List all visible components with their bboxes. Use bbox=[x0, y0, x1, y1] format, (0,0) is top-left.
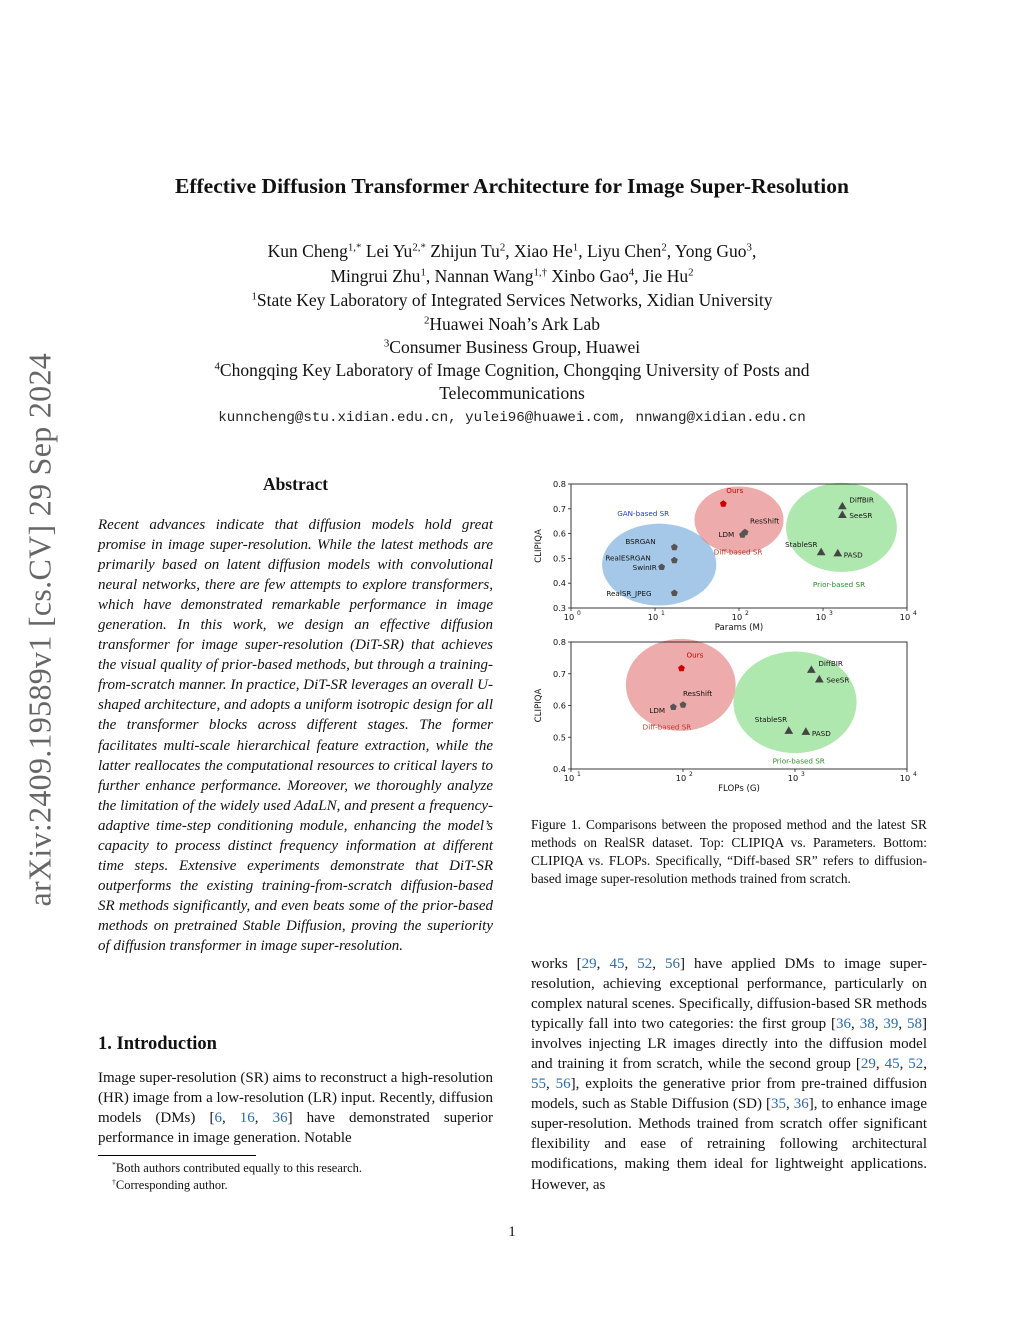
author: Yong Guo bbox=[674, 241, 747, 261]
body-paragraph bbox=[531, 954, 927, 1195]
group-label: Prior-based SR bbox=[772, 756, 825, 766]
author-line-2: Mingrui Zhu$^1$, Nannan Wang$^{1,\dagger}$ Xinbo Gao$^4$, Jie Hu$^2$ bbox=[330, 266, 694, 286]
data-point-label: LDM bbox=[718, 529, 735, 539]
intro-text: ] have demonstrated superior performance in image generation. Notable bbox=[98, 1110, 494, 1147]
citation-separator: , bbox=[652, 956, 665, 972]
footnote bbox=[112, 1177, 507, 1194]
citation-separator: , bbox=[899, 1056, 909, 1073]
data-point-label: PASD bbox=[811, 728, 831, 738]
x-tick-exponent: 1 bbox=[577, 771, 581, 778]
arxiv-side-label: arXiv:2409.19589v1 [cs.CV] 29 Sep 2024 bbox=[21, 352, 58, 907]
x-tick-label: 10 bbox=[563, 612, 575, 622]
citation-link[interactable]: 29 bbox=[581, 956, 597, 972]
author-sup: 2 bbox=[661, 241, 667, 254]
x-tick-exponent: 1 bbox=[661, 610, 665, 617]
author-sup: 1,* bbox=[347, 241, 362, 254]
citation-separator: , bbox=[596, 956, 610, 972]
x-tick-label: 10 bbox=[815, 612, 827, 622]
citation-link[interactable]: 36 bbox=[272, 1110, 288, 1127]
y-tick-label: 0.7 bbox=[552, 503, 566, 514]
affiliation bbox=[0, 359, 1024, 382]
affiliation-text: Chongqing Key Laboratory of Image Cognition, Chongqing University of Posts and bbox=[219, 360, 810, 380]
y-tick-label: 0.5 bbox=[552, 553, 566, 564]
affiliation-sup: 2 bbox=[423, 314, 430, 327]
citation-link[interactable]: 56 bbox=[664, 956, 680, 972]
citation-separator: , bbox=[874, 1016, 884, 1033]
author-sup: 2 bbox=[499, 241, 506, 254]
intro-text: Image super-resolution (SR) aims to reconstruct a high-resolution (HR) image from a low-resolution (LR) input. Recently, diffusion models (DMs) [ bbox=[98, 1070, 493, 1127]
author: Liyu Chen bbox=[586, 241, 662, 261]
data-point-label: LDM bbox=[649, 706, 666, 716]
body-text: ], exploits the generative prior from pre-trained diffusion models, such as Stable Diffusion (SD) [ bbox=[531, 1076, 928, 1113]
x-tick-label: 10 bbox=[899, 773, 911, 783]
data-point-label: BSRGAN bbox=[625, 537, 656, 547]
affiliation-text: Consumer Business Group, Huawei bbox=[389, 337, 641, 357]
author: Kun Cheng bbox=[267, 241, 348, 261]
x-tick-label: 10 bbox=[647, 612, 659, 622]
y-tick-label: 0.4 bbox=[552, 578, 566, 589]
group-label: Diff-based SR bbox=[713, 547, 763, 557]
data-point-label: DiffBIR bbox=[818, 658, 843, 668]
citation-separator: , bbox=[786, 1096, 794, 1113]
x-tick-exponent: 3 bbox=[801, 771, 805, 778]
citation-link[interactable]: 29 bbox=[860, 1056, 876, 1073]
body-text: ] involves injecting LR images directly into the diffusion model and training it from scratch, while the second group [ bbox=[531, 1016, 928, 1073]
citation-link[interactable]: 55 bbox=[531, 1076, 546, 1093]
citation-link[interactable]: 52 bbox=[908, 1056, 924, 1073]
y-tick-label: 0.3 bbox=[552, 603, 566, 613]
footnote-mark: * bbox=[112, 1160, 116, 1170]
citation-separator: , bbox=[875, 1056, 885, 1073]
paper-title: Effective Diffusion Transformer Architecture for Image Super-Resolution bbox=[175, 174, 849, 198]
data-point-label: Ours bbox=[686, 650, 704, 660]
citation-separator: , bbox=[851, 1016, 860, 1033]
author: Jie Hu bbox=[642, 266, 689, 286]
abstract-body: Recent advances indicate that diffusion models hold great promise in image super-resolution. While the latest methods are primarily based on latent diffusion models with convolutional neural networks, there are few attempts to explore transformers, which have demonstrated remarkable performance in image generation. In this work, we design an effective diffusion transformer for image super-resolution (DiT-SR) that achieves the visual quality of prior-based methods, but through a training-from-scratch manner. In practice, DiT-SR leverages an overall U-shaped architecture, and adopts a uniform isotropic design for all the transformer blocks across different stages. The former facilitates multi-scale hierarchical feature extraction, while the latter reallocates the computational resources to critical layers to further enhance performance. Moreover, we thoroughly analyze the limitation of the widely used AdaLN, and present a frequency-adaptive time-step conditioning module, enhancing the model’s capacity to process distinct frequency information at different time steps. Extensive experiments demonstrate that DiT-SR outperforms the existing training-from-scratch diffusion-based SR methods significantly, and even beats some of the prior-based methods on pretrained Stable Diffusion, proving the superiority of diffusion transformer in image super-resolution. bbox=[98, 517, 493, 954]
affiliation-text: State Key Laboratory of Integrated Services Networks, Xidian University bbox=[256, 290, 773, 310]
author: Zhijun Tu bbox=[430, 241, 500, 261]
citation-separator: , bbox=[898, 1016, 908, 1033]
citation-link[interactable]: 35 bbox=[771, 1096, 787, 1113]
citation-link[interactable]: 45 bbox=[609, 956, 625, 972]
citation-link[interactable]: 36 bbox=[793, 1096, 809, 1113]
body-text: ] have applied DMs to image super-resolution, achieving exceptional performance, particularly on complex natural scenes. Specifically, diffusion-based SR methods typically fall into two categories: the first group [ bbox=[531, 956, 927, 1033]
section-heading-introduction: 1. Introduction bbox=[98, 1034, 217, 1054]
x-tick-label: 10 bbox=[787, 773, 799, 783]
footnote-text: Corresponding author. bbox=[115, 1178, 228, 1192]
affiliation-sup: 3 bbox=[383, 337, 390, 350]
citation-separator: , bbox=[221, 1110, 240, 1127]
y-tick-label: 0.6 bbox=[552, 700, 566, 711]
abstract-heading: Abstract bbox=[262, 474, 329, 494]
author-sup: 2 bbox=[688, 266, 694, 279]
citation-link[interactable]: 39 bbox=[883, 1016, 899, 1033]
data-point-label: ResShift bbox=[750, 516, 780, 526]
data-point-label: StableSR bbox=[754, 714, 788, 724]
x-tick-exponent: 0 bbox=[577, 610, 581, 617]
citation-separator: , bbox=[254, 1110, 273, 1127]
data-point-label: StableSR bbox=[785, 540, 818, 550]
citation-link[interactable]: 16 bbox=[239, 1110, 255, 1127]
author-sup: 1 bbox=[572, 241, 579, 254]
data-point-label: SwinIR bbox=[632, 563, 657, 573]
affiliation bbox=[0, 336, 1024, 359]
citation-link[interactable]: 52 bbox=[637, 956, 653, 972]
y-axis-label: CLIPIQA bbox=[534, 529, 544, 563]
x-tick-exponent: 2 bbox=[689, 771, 693, 778]
body-text: ], to enhance image super-resolution. Methods trained from scratch offer significant flexibility and ease of retraining following architectural modifications, making them ideal for lightweight applications. However, as bbox=[531, 1096, 928, 1193]
x-tick-label: 10 bbox=[731, 612, 743, 622]
author-sup: 4 bbox=[628, 266, 635, 279]
page-number: 1 bbox=[508, 1224, 516, 1240]
y-tick-label: 0.5 bbox=[552, 732, 566, 743]
x-tick-exponent: 4 bbox=[913, 771, 917, 778]
author: Mingrui Zhu bbox=[330, 266, 421, 286]
data-point-label: SeeSR bbox=[826, 675, 850, 685]
data-point-label: PASD bbox=[843, 550, 863, 560]
x-axis-label: Params (M) bbox=[714, 623, 764, 633]
affiliation-sup: 4 bbox=[214, 360, 220, 373]
group-region-ellipse bbox=[786, 483, 897, 572]
author: Xiao He bbox=[513, 241, 573, 261]
footnote-mark: † bbox=[112, 1177, 116, 1187]
citation-link[interactable]: 45 bbox=[884, 1056, 900, 1073]
data-point-label: RealSR_JPEG bbox=[606, 589, 652, 599]
y-tick-label: 0.6 bbox=[552, 528, 566, 539]
data-point-label: DiffBIR bbox=[849, 495, 874, 505]
intro-paragraph bbox=[98, 1068, 493, 1148]
author: Xinbo Gao bbox=[551, 266, 629, 286]
affiliation bbox=[0, 313, 1024, 336]
citation-separator: , bbox=[624, 956, 638, 972]
affiliation bbox=[0, 289, 1024, 312]
data-point-label: Ours bbox=[726, 485, 744, 495]
affiliation-text: Telecommunications bbox=[439, 383, 585, 403]
citation-separator: , bbox=[923, 1056, 928, 1073]
footnote-text: Both authors contributed equally to this research. bbox=[115, 1161, 362, 1175]
author-line-1: Kun Cheng$^{1,*}$ Lei $Yu^{2,*}$ Zhijun Tu$^2$, Xiao He$^1$, Liyu Chen$^2$, Yong Guo$^3$, bbox=[267, 241, 757, 261]
group-label: Diff-based SR bbox=[642, 722, 692, 732]
author-sup: 1 bbox=[420, 266, 426, 279]
author-sup: 1,† bbox=[533, 266, 548, 279]
data-point-label: RealESRGAN bbox=[605, 553, 651, 563]
figure-1 bbox=[531, 474, 927, 799]
author: Nannan Wang bbox=[434, 266, 534, 286]
author: Lei Yu bbox=[365, 241, 413, 261]
x-tick-exponent: 4 bbox=[913, 610, 917, 617]
x-tick-label: 10 bbox=[899, 612, 911, 622]
x-tick-label: 10 bbox=[675, 773, 687, 783]
citation-link[interactable]: 56 bbox=[555, 1076, 571, 1093]
x-tick-label: 10 bbox=[563, 773, 575, 783]
y-tick-label: 0.7 bbox=[552, 668, 566, 679]
footnote-rule bbox=[98, 1155, 256, 1156]
group-region-ellipse bbox=[626, 639, 736, 731]
y-axis-label: CLIPIQA bbox=[534, 688, 544, 723]
citation-link[interactable]: 58 bbox=[907, 1016, 923, 1033]
data-point-label: ResShift bbox=[683, 688, 713, 698]
y-tick-label: 0.8 bbox=[552, 637, 566, 647]
citation-separator: , bbox=[546, 1076, 556, 1093]
footnote bbox=[112, 1160, 507, 1177]
group-label: Prior-based SR bbox=[812, 579, 866, 589]
x-tick-exponent: 2 bbox=[745, 610, 749, 617]
x-tick-exponent: 3 bbox=[829, 610, 833, 617]
affiliation bbox=[0, 382, 1024, 405]
figure-caption: Figure 1. Comparisons between the proposed method and the latest SR methods on RealSR dataset. Top: CLIPIQA vs. Parameters. Bottom: CLIPIQA vs. FLOPs. Specifically, “Diff-based SR” refers to diffusion-based image super-resolution methods trained from scratch. bbox=[531, 817, 927, 886]
citation-link[interactable]: 6 bbox=[214, 1110, 222, 1127]
group-label: GAN-based SR bbox=[617, 509, 670, 519]
author-sup: 3 bbox=[746, 241, 752, 254]
affiliation-text: Huawei Noah’s Ark Lab bbox=[429, 314, 600, 334]
affiliation-sup: 1 bbox=[251, 290, 257, 303]
x-axis-label: FLOPs (G) bbox=[718, 784, 760, 794]
data-point-label: SeeSR bbox=[849, 511, 873, 520]
y-tick-label: 0.8 bbox=[552, 479, 566, 489]
y-tick-label: 0.4 bbox=[552, 764, 566, 774]
citation-link[interactable]: 36 bbox=[836, 1016, 852, 1033]
author-sup: 2,* bbox=[412, 241, 426, 254]
citation-link[interactable]: 38 bbox=[859, 1016, 875, 1033]
body-text: works [ bbox=[531, 956, 582, 972]
author-emails: kunncheng@stu.xidian.edu.cn, yulei96@huawei.com, nnwang@xidian.edu.cn bbox=[218, 410, 806, 426]
figure-1-charts bbox=[531, 474, 927, 799]
